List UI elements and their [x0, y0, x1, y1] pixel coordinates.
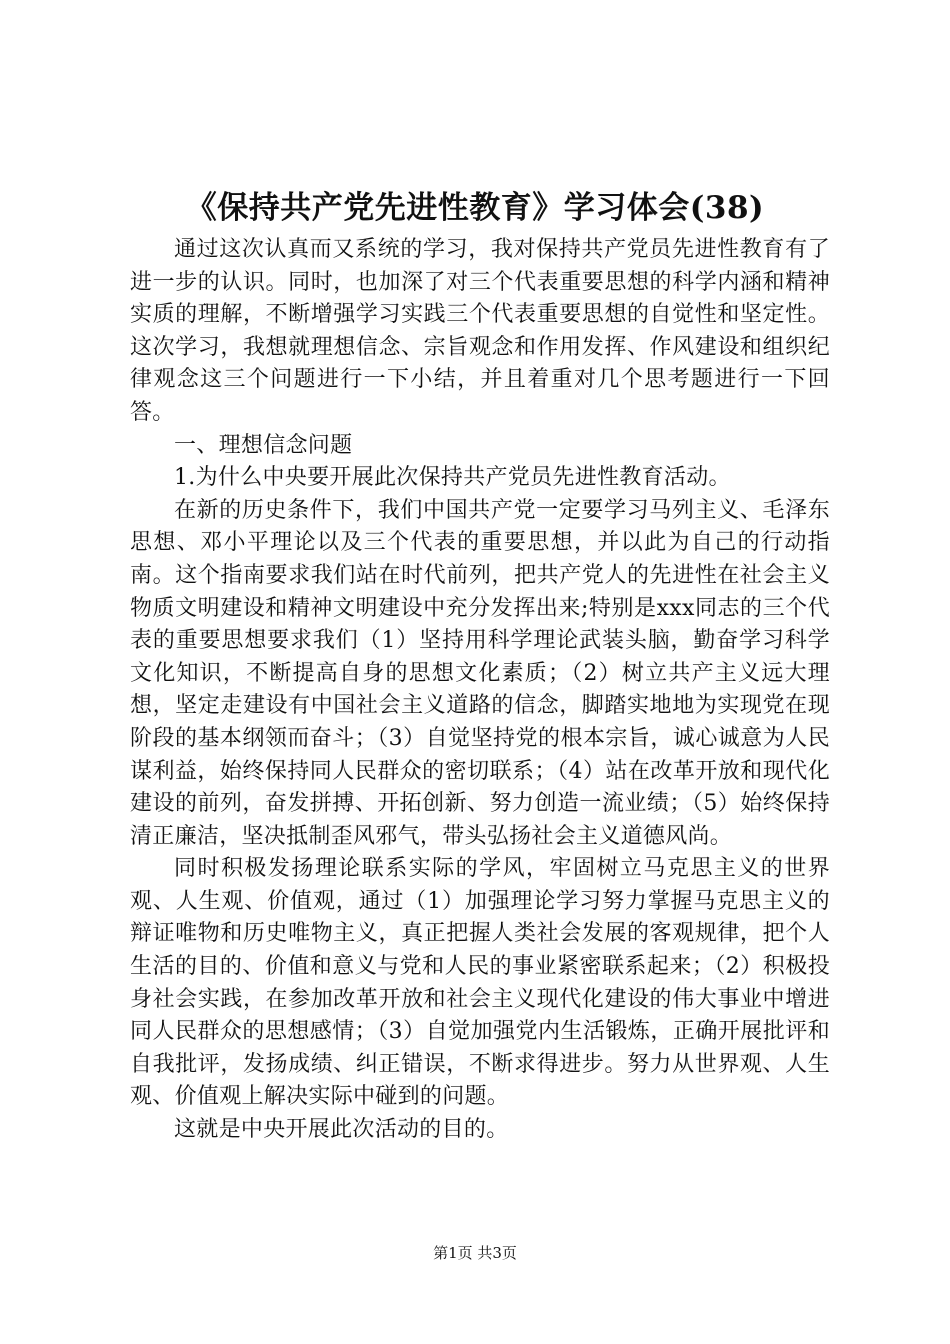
paragraph-intro: 通过这次认真而又系统的学习，我对保持共产党员先进性教育有了进一步的认识。同时，也加深了对三个代表重要思想的科学内涵和精神实质的理解，不断增强学习实践三个代表重要思想的自觉性和坚定性。这次学习，我想就理想信念、宗旨观念和作用发挥、作风建设和组织纪律观念这三个问题进行一下小结，并且着重对几个思考题进行一下回答。: [130, 237, 830, 425]
document-body: [130, 234, 830, 1147]
section-heading-ideals: 一、理想信念问题: [174, 432, 353, 458]
question-heading-1: 1.为什么中央要开展此次保持共产党员先进性教育活动。: [174, 465, 731, 491]
paragraph-conclusion: 这就是中央开展此次活动的目的。: [174, 1117, 509, 1143]
page-indicator: 第1页 共3页: [433, 1244, 517, 1262]
paragraph-guidance: 在新的历史条件下，我们中国共产党一定要学习马列主义、毛泽东思想、邓小平理论以及三个代表的重要思想，并以此为自己的行动指南。这个指南要求我们站在时代前列，把共产党人的先进性在社会主义物质文明建设和精神文明建设中充分发挥出来;特别是xxx同志的三个代表的重要思想要求我们（1）坚持用科学理论武装头脑，勤奋学习科学文化知识，不断提高自身的思想文化素质；（2）树立共产主义远大理想，坚定走建设有中国社会主义道路的信念，脚踏实地地为实现党在现阶段的基本纲领而奋斗；（3）自觉坚持党的根本宗旨，诚心诚意为人民谋利益，始终保持同人民群众的密切联系；（4）站在改革开放和现代化建设的前列，奋发拼搏、开拓创新、努力创造一流业绩；（5）始终保持清正廉洁，坚决抵制歪风邪气，带头弘扬社会主义道德风尚。: [130, 497, 830, 849]
document-title: 《保持共产党先进性教育》学习体会(38): [185, 190, 765, 226]
paragraph-study-style: 同时积极发扬理论联系实际的学风，牢固树立马克思主义的世界观、人生观、价值观，通过（1）加强理论学习努力掌握马克思主义的辩证唯物和历史唯物主义，真正把握人类社会发展的客观规律，把个人生活的目的、价值和意义与党和人民的事业紧密联系起来；（2）积极投身社会实践，在参加改革开放和社会主义现代化建设的伟大事业中增进同人民群众的思想感情；（3）自觉加强党内生活锻炼，正确开展批评和自我批评，发扬成绩、纠正错误，不断求得进步。努力从世界观、人生观、价值观上解决实际中碰到的问题。: [130, 856, 830, 1110]
